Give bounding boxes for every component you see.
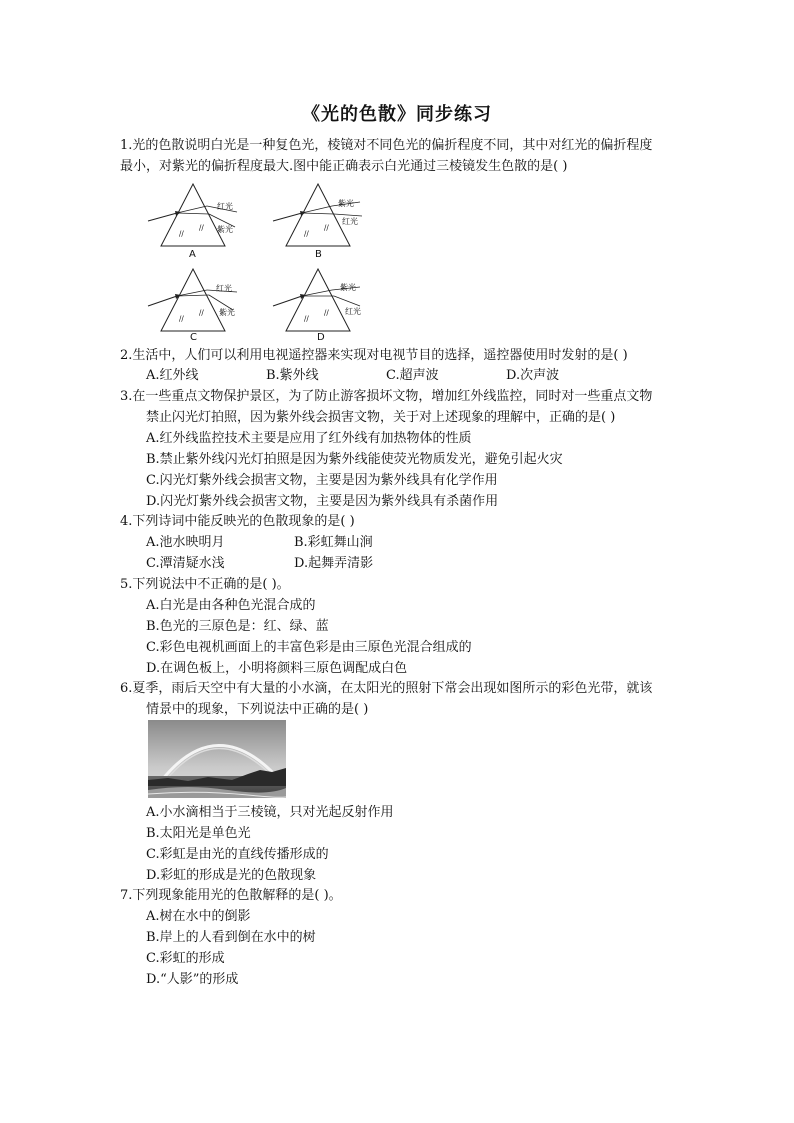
fig-b-top-ray-label: 紫光 [338, 199, 354, 208]
q7-option-c: C.彩虹的形成 [146, 951, 225, 966]
fig-a-bottom-ray-label: 紫光 [217, 225, 233, 234]
q5-stem: 5.下列说法中不正确的是( )。 [120, 577, 290, 592]
q6-option-a: A.小水滴相当于三棱镜，只对光起反射作用 [146, 805, 394, 820]
q3-option-a: A.红外线监控技术主要是应用了红外线有加热物体的性质 [146, 431, 472, 446]
q5-option-c: C.彩色电视机画面上的丰富色彩是由三原色光混合组成的 [146, 640, 472, 655]
q5-option-b: B.色光的三原色是：红、绿、蓝 [146, 619, 329, 634]
svg-text://: // [304, 315, 309, 323]
fig-c-label: C [190, 332, 197, 343]
q4-option-c: C.潭清疑水浅 [146, 556, 225, 571]
q2-option-d: D.次声波 [506, 368, 560, 383]
q5-option-a: A.白光是由各种色光混合成的 [146, 598, 316, 613]
q3-option-b: B.禁止紫外线闪光灯拍照是因为紫外线能使荧光物质发光，避免引起火灾 [146, 452, 563, 467]
q4-option-b: B.彩虹舞山涧 [294, 535, 373, 550]
q2-option-a: A.红外线 [146, 368, 199, 383]
fig-d-top-ray-label: 紫光 [340, 283, 356, 292]
q6-option-b: B.太阳光是单色光 [146, 826, 251, 841]
svg-text://: // [179, 230, 184, 238]
q6-option-c: C.彩虹是由光的直线传播形成的 [146, 847, 329, 862]
fig-d-bottom-ray-label: 红光 [345, 307, 361, 316]
fig-b-bottom-ray-label: 红光 [342, 217, 358, 226]
svg-text://: // [324, 309, 329, 317]
svg-text://: // [199, 309, 204, 317]
fig-d-label: D [317, 332, 325, 343]
prism-figure-d [270, 265, 370, 335]
svg-text://: // [304, 230, 309, 238]
fig-c-top-ray-label: 红光 [216, 284, 232, 293]
q4-option-a: A.池水映明月 [146, 535, 225, 550]
q6-stem-line1: 6.夏季，雨后天空中有大量的小水滴，在太阳光的照射下常会出现如图所示的彩色光带，就该 [120, 681, 653, 696]
q6-stem-line2: 情景中的现象，下列说法中正确的是( ) [146, 702, 369, 717]
q7-stem: 7.下列现象能用光的色散解释的是( )。 [120, 888, 342, 903]
rainbow-photo [148, 720, 286, 798]
q4-option-d: D.起舞弄清影 [294, 556, 374, 571]
q2-option-c: C.超声波 [386, 368, 439, 383]
q3-stem-line1: 3.在一些重点文物保护景区，为了防止游客损坏文物，增加红外线监控，同时对一些重点文物 [120, 389, 653, 404]
q3-stem-line2: 禁止闪光灯拍照，因为紫外线会损害文物，关于对上述现象的理解中，正确的是( ) [146, 410, 616, 425]
prism-figure-c [145, 265, 245, 335]
q3-option-c: C.闪光灯紫外线会损害文物，主要是因为紫外线具有化学作用 [146, 473, 498, 488]
q3-option-d: D.闪光灯紫外线会损害文物，主要是因为紫外线具有杀菌作用 [146, 494, 499, 509]
q5-option-d: D.在调色板上，小明将颜料三原色调配成白色 [146, 661, 408, 676]
fig-c-bottom-ray-label: 紫光 [219, 308, 235, 317]
q2-option-b: B.紫外线 [266, 368, 319, 383]
q1-stem-line2: 最小，对紫光的偏折程度最大.图中能正确表示白光通过三棱镜发生色散的是( ) [120, 159, 568, 174]
svg-text://: // [324, 224, 329, 232]
q2-stem: 2.生活中，人们可以利用电视遥控器来实现对电视节目的选择，遥控器使用时发射的是( ) [120, 348, 628, 363]
q7-option-a: A.树在水中的倒影 [146, 909, 251, 924]
q1-stem-line1: 1.光的色散说明白光是一种复色光，棱镜对不同色光的偏折程度不同，其中对红光的偏折程度 [120, 138, 653, 153]
q4-stem: 4.下列诗词中能反映光的色散现象的是( ) [120, 514, 355, 529]
page-title: 《光的色散》同步练习 [302, 104, 492, 125]
fig-b-label: B [315, 249, 322, 260]
svg-text://: // [179, 315, 184, 323]
prism-figure-b [270, 180, 370, 250]
svg-text://: // [199, 224, 204, 232]
prism-figure-a [145, 180, 245, 250]
q7-option-d: D.“人影”的形成 [146, 972, 239, 987]
fig-a-label: A [189, 249, 196, 260]
q7-option-b: B.岸上的人看到倒在水中的树 [146, 930, 316, 945]
fig-a-top-ray-label: 红光 [217, 202, 233, 211]
q6-option-d: D.彩虹的形成是光的色散现象 [146, 868, 317, 883]
